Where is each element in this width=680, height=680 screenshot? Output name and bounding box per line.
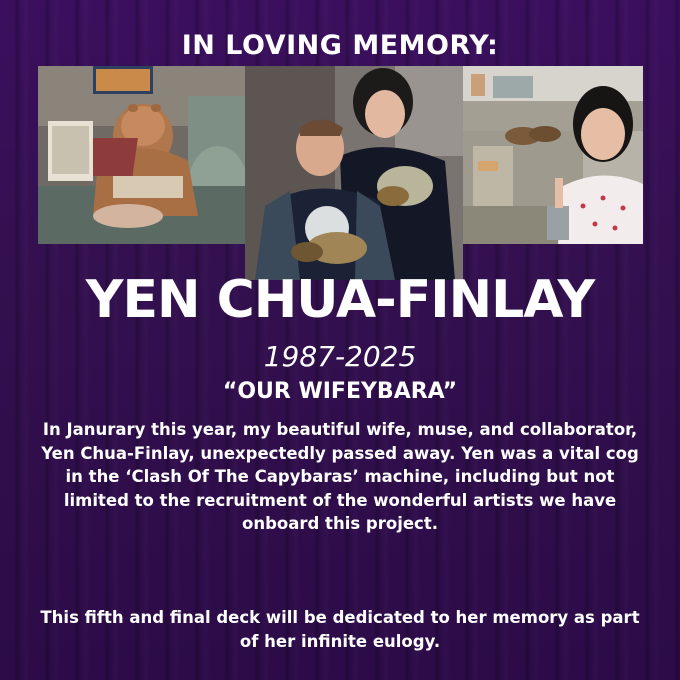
memorial-nickname: “OUR WIFEYBARA” bbox=[222, 379, 458, 404]
photo-couple-capybara-shirts-icon bbox=[245, 66, 463, 280]
memorial-years: 1987-2025 bbox=[263, 340, 417, 373]
photo-capybaras-enclosure-icon bbox=[463, 66, 643, 244]
memorial-name: YEN CHUA-FINLAY bbox=[85, 270, 595, 330]
memorial-paragraph-1: In Janurary this year, my beautiful wife, muse, and collaborator, Yen Chua-Finlay, unexpectedly passed away. Yen was a vital cog in the ‘Clash Of The Capybaras’ machine, including but not limited to the recruitment of the wonderful artists we have onboard this project. bbox=[41, 420, 639, 533]
memorial-paragraph-2: This fifth and final deck will be dedicated to her memory as part of her infinite eulogy. bbox=[40, 608, 640, 651]
banner-title: IN LOVING MEMORY: bbox=[181, 30, 499, 61]
photo-person-in-capybara-hoodie-icon bbox=[38, 66, 245, 244]
